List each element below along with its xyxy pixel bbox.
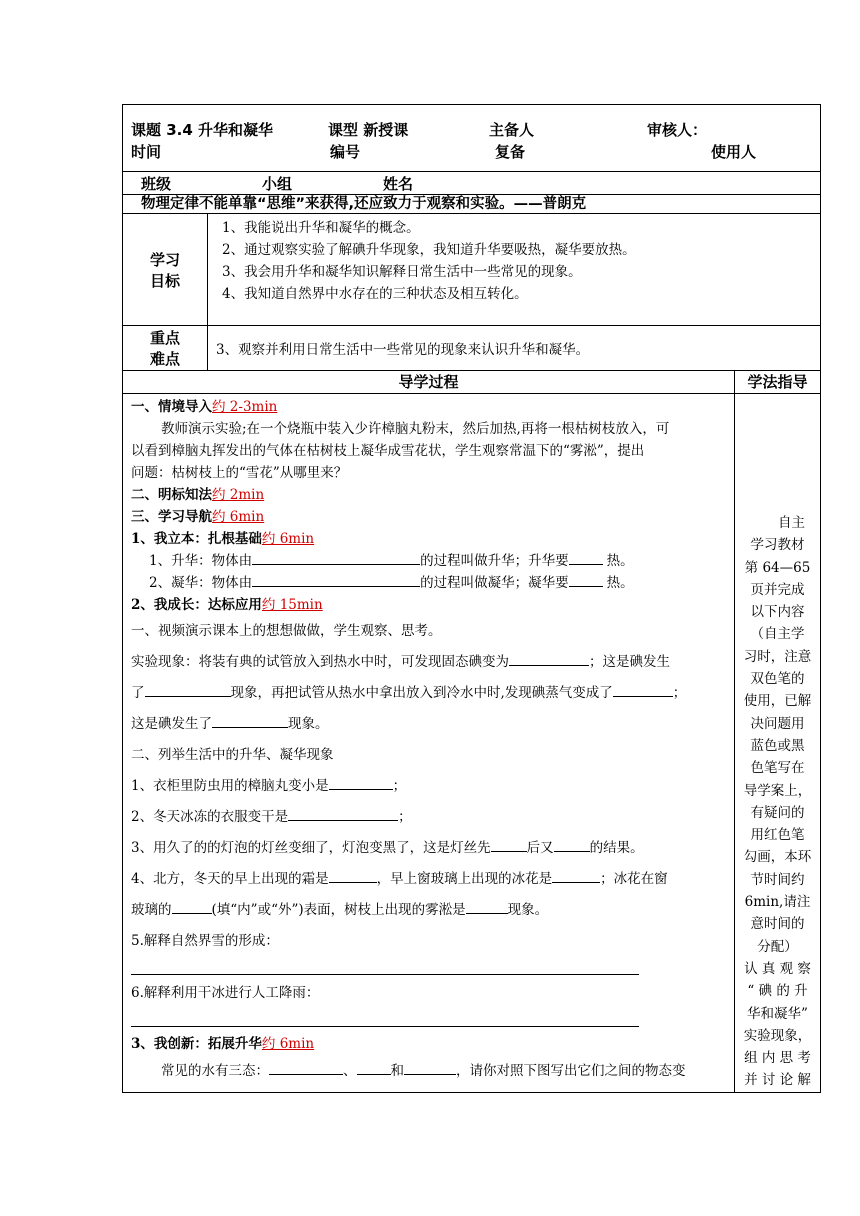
- subsection-title: 3、我创新：拓展升华: [131, 1036, 262, 1052]
- quote-text: 物理定律不能单靠“思维”来获得,还应致力于观察和实验。——普朗克: [141, 196, 587, 212]
- goals-row: [123, 214, 821, 326]
- answer-blank[interactable]: [554, 838, 590, 852]
- section-title: 二、明标知法: [131, 487, 212, 503]
- paragraph-line: 二、列举生活中的升华、凝华现象: [131, 747, 334, 763]
- lesson-table: [122, 104, 821, 1093]
- class-label: 班级: [141, 175, 172, 193]
- subsection-title: 1、我立本：扎根基础: [131, 531, 262, 547]
- paragraph-line: 5.解释自然界雪的形成：: [131, 933, 279, 949]
- content-row: 一、情境导入约 2-3min 教师演示实验;在一个烧瓶中装入少许樟脑丸粉末，然后加热,再将一根枯树枝放入，可 以看到樟脑丸挥发出的气体在枯树枝上凝华成雪花状，学生观察常温下的“雾淞”，提出 问题：枯树枝上的“雪花”从哪里来？ 二、明标知法约 2min 三、学习导航约 6min 1、我立本：扎根基础约 6min 1、升华：物体由 的过程叫做升华；升华要 热。 2、凝华：物体由 的过程叫做凝华；凝华要 热。 2、我成长：达标应用约 15min 一、视频演示课本上的想想做做，学生观察、思考。 实验现象：将装有典的试管放入到热水中时，可发现固态碘变为 ；这是碘发生 了 现象，再把试管从热水中拿出放入到冷水中时,发现碘蒸气变成了 ； 这是碘发生了 现象。 二、列举生活中的升华、凝华现象 1、衣柜里防虫用的樟脑丸变小是 ； 2、冬天冰冻的衣服变干是 ； 3、用久了的的灯泡的灯丝变细了，灯泡变黑了，这是灯丝先 后又 的结果。 4、北方，冬天的早上出现的霜是 ，早上窗玻璃上出现的冰花是 ；冰花在窗 玻璃的 (填“内”或“外”)表面，树枝上出现的雾淞是 现象。 5.解释自然界雪的形成： 6.解释利用干冰进行人工降雨： 3、我创新：拓展升华约 6min 常见的水有三态： 、 和 ，请你对照下图写出它们之间的物态变 自主 学习教材 第 64—65 页并完成 以下内容 （自主学 习时，注意 双色笔的 使用，已解 决问题用 蓝色或黑 色笔写在 导学案上， 有疑问的 用红色笔 勾画，本环 节时间约 6min,请注 意时间的 分配） 认 真 观 察 “ 碘 的 升 华和凝华” 实验现象， 组 内 思 考 并 讨 论 解: [123, 394, 821, 1093]
- goal-item: 4、我知道自然界中水存在的三种状态及相互转化。: [222, 286, 528, 302]
- paragraph-line: 6.解释利用干冰进行人工降雨：: [131, 985, 320, 1001]
- guidance-line: 并 讨 论 解: [744, 1072, 811, 1089]
- answer-blank[interactable]: [252, 551, 420, 565]
- goal-item: 2、通过观察实验了解碘升华现象，我知道升华要吸热，凝华要放热。: [222, 242, 636, 258]
- guidance-line: 色笔写在: [750, 760, 805, 777]
- paragraph-line: 一、视频演示课本上的想想做做，学生观察、思考。: [131, 623, 442, 639]
- answer-blank[interactable]: [569, 551, 603, 565]
- answer-blank[interactable]: [329, 869, 377, 883]
- author-label: 主备人: [489, 121, 535, 139]
- answer-blank[interactable]: [172, 900, 212, 914]
- time-note: 约 6min: [261, 1036, 315, 1052]
- answer-line[interactable]: [131, 957, 639, 975]
- time-note: 约 6min: [212, 509, 265, 525]
- answer-blank[interactable]: [613, 683, 673, 697]
- guidance-line: 实验现象，: [743, 1027, 812, 1044]
- guidance-line: 6min,请注: [744, 894, 811, 911]
- group-label: 小组: [262, 175, 293, 193]
- guidance-line: 自主: [778, 515, 805, 531]
- key-points-label: 重点 难点: [149, 329, 180, 368]
- answer-line[interactable]: [131, 1009, 639, 1027]
- method-header: 学法指导: [747, 373, 808, 391]
- answer-blank[interactable]: [329, 776, 393, 790]
- guidance-line: 页并完成: [750, 581, 805, 598]
- guidance-line: 以下内容: [750, 604, 805, 621]
- answer-blank[interactable]: [491, 838, 527, 852]
- answer-blank[interactable]: [269, 1061, 343, 1075]
- answer-blank[interactable]: [252, 573, 420, 587]
- guidance-line: 华和凝华”: [747, 1005, 808, 1022]
- paragraph-line: 教师演示实验;在一个烧瓶中装入少许樟脑丸粉末，然后加热,再将一根枯树枝放入，可: [161, 421, 670, 437]
- guidance-line: 意时间的: [750, 916, 805, 933]
- answer-blank[interactable]: [552, 869, 600, 883]
- answer-blank[interactable]: [357, 1061, 391, 1075]
- topic-label: 课题 3.4 升华和凝华: [131, 121, 274, 139]
- time-note: 约 15min: [261, 597, 323, 613]
- quote-row: [123, 195, 821, 214]
- guidance-line: 节时间约: [750, 871, 805, 888]
- time-label: 时间: [131, 143, 162, 161]
- lesson-plan-page: [122, 104, 820, 1093]
- paragraph-line: 问题：枯树枝上的“雪花”从哪里来？: [131, 465, 348, 481]
- guidance-line: 蓝色或黑: [750, 737, 805, 754]
- answer-blank[interactable]: [145, 683, 231, 697]
- guidance-line: 导学案上，: [743, 782, 812, 799]
- answer-blank[interactable]: [569, 573, 603, 587]
- guidance-line: 使用，已解: [743, 693, 812, 710]
- guidance-line: 认 真 观 察: [744, 960, 811, 977]
- method-guidance: [735, 394, 821, 1093]
- guidance-line: 有疑问的: [750, 804, 805, 821]
- number-label: 编号: [330, 143, 361, 161]
- answer-blank[interactable]: [466, 900, 508, 914]
- process-header: 导学过程: [398, 373, 459, 391]
- section-header-row: [123, 371, 821, 394]
- guidance-line: 用红色笔: [750, 827, 805, 844]
- goal-item: 3、我会用升华和凝华知识解释日常生活中一些常见的现象。: [222, 264, 582, 280]
- guidance-line: （自主学: [750, 626, 805, 643]
- guidance-line: 双色笔的: [750, 671, 805, 688]
- guidance-line: 习时，注意: [743, 648, 812, 665]
- key-points-text: 3、观察并利用日常生活中一些常见的现象来认识升华和凝华。: [216, 342, 590, 358]
- subsection-title: 2、我成长：达标应用: [131, 597, 262, 613]
- answer-blank[interactable]: [509, 652, 589, 666]
- answer-blank[interactable]: [404, 1061, 456, 1075]
- guidance-line: 组 内 思 考: [744, 1050, 811, 1067]
- time-note: 约 6min: [261, 531, 315, 547]
- answer-blank[interactable]: [212, 714, 288, 728]
- goal-item: 1、我能说出升华和凝华的概念。: [222, 220, 420, 236]
- guidance-line: 第 64—65: [744, 559, 811, 576]
- guidance-line: 学习教材: [750, 537, 805, 554]
- answer-blank[interactable]: [288, 807, 398, 821]
- guidance-line: 勾画，本环: [743, 849, 812, 866]
- type-label: 课型 新授课: [328, 121, 409, 139]
- user-label: 使用人: [711, 143, 757, 161]
- time-note: 约 2min: [212, 487, 265, 503]
- guidance-line: 分配）: [757, 938, 798, 955]
- key-points-row: [123, 326, 821, 371]
- reviewer-label: 审核人：: [647, 121, 708, 139]
- class-row: [123, 172, 821, 195]
- paragraph-line: 以看到樟脑丸挥发出的气体在枯树枝上凝华成雪花状，学生观察常温下的“雾淞”，提出: [131, 443, 645, 459]
- section-title: 一、情境导入: [131, 399, 212, 415]
- guidance-line: 决问题用: [750, 715, 805, 732]
- header-row: [123, 105, 821, 172]
- prep-label: 复备: [495, 143, 526, 161]
- guidance-line: “ 碘 的 升: [747, 983, 808, 1000]
- name-label: 姓名: [383, 175, 414, 193]
- goals-label: 学习 目标: [149, 250, 180, 290]
- section-title: 三、学习导航: [131, 509, 212, 525]
- time-note: 约 2-3min: [212, 399, 278, 415]
